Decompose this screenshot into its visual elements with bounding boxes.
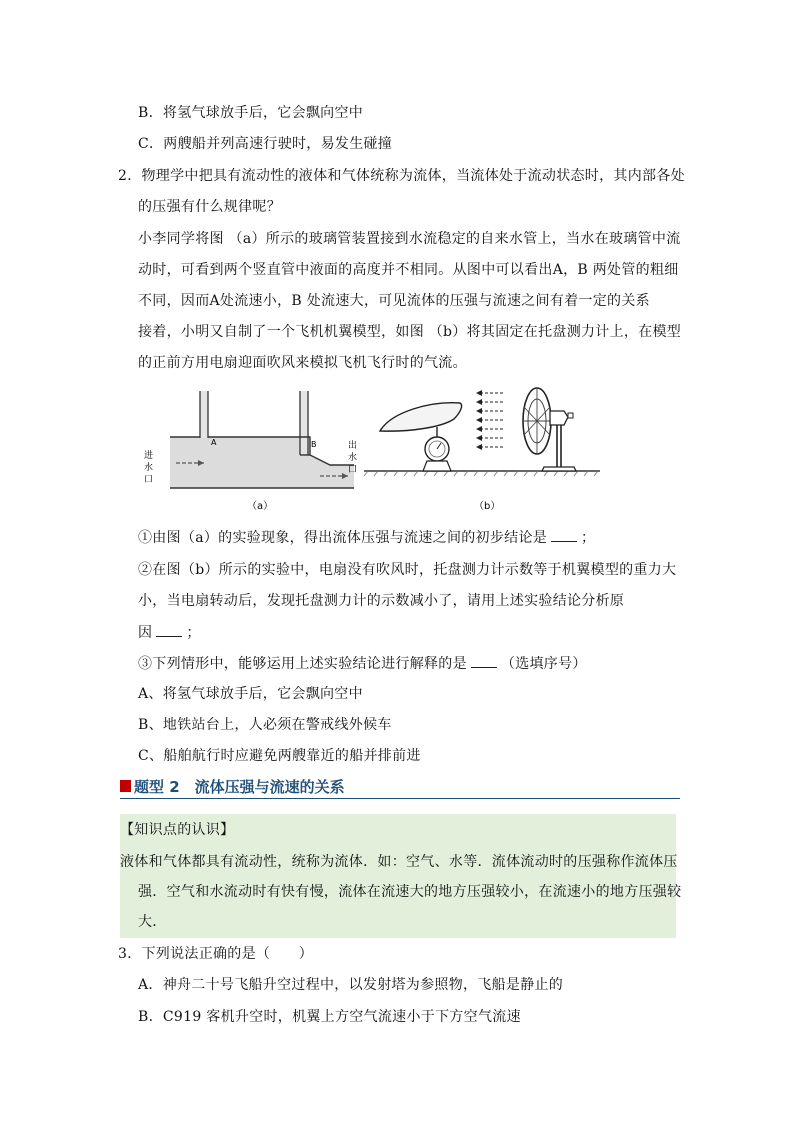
outlet-char-2: 水 — [348, 453, 358, 463]
q2-sub2-line-1: ②在图（b）所示的实验中，电扇没有吹风时，托盘测力计示数等于机翼模型的重力大 — [138, 562, 677, 578]
experiment-figure — [142, 385, 602, 525]
outlet-char-3: 口 — [348, 465, 358, 475]
knowledge-line-1: 液体和气体都具有流动性，统称为流体．如：空气、水等．流体流动时的压强称作流体压 — [120, 854, 678, 870]
q1-option-c: C．两艘船并列高速行驶时，易发生碰撞 — [138, 136, 393, 152]
q2-para-line-1: 小李同学将图 （a）所示的玻璃管装置接到水流稳定的自来水管上，当水在玻璃管中流 — [138, 231, 681, 247]
q2-sub2-end: ； — [186, 625, 201, 641]
outlet-char-1: 出 — [348, 441, 358, 451]
q2-para-line-3: 不同，因而A处流速小，B 处流速大，可见流体的压强与流速之间有着一定的关系 — [138, 293, 650, 309]
q2-option-b: B、地铁站台上，人必须在警戒线外候车 — [138, 717, 392, 733]
q2-sub3-text: ③下列情形中，能够运用上述实验结论进行解释的是 — [138, 656, 467, 672]
q2-sub1-blank[interactable] — [551, 527, 577, 542]
inlet-char-2: 水 — [144, 463, 154, 473]
q2-sub1-text: ①由图（a）的实验现象，得出流体压强与流速之间的初步结论是 — [138, 530, 548, 546]
section-title: 题型 2 流体压强与流速的关系 — [134, 778, 345, 796]
inlet-char-1: 进 — [144, 451, 154, 461]
q2-option-a: A、将氢气球放手后，它会飘向空中 — [138, 686, 363, 702]
q2-sub3-end: （选填序号） — [500, 656, 587, 672]
figure-b-wing-experiment — [364, 388, 600, 512]
knowledge-box — [120, 814, 682, 938]
section-underline — [120, 798, 680, 799]
q2-sub1 — [138, 527, 595, 548]
label-point-a: A — [211, 438, 217, 447]
knowledge-line-3: 大． — [138, 914, 167, 930]
q2-stem-line-2: 的压强有什么规律呢？ — [138, 199, 281, 215]
q2-para-line-4: 接着，小明又自制了一个飞机机翼模型，如图 （b）将其固定在托盘测力计上，在模型 — [138, 324, 682, 340]
knowledge-line-2: 强．空气和水流动时有快有慢，流体在流速大的地方压强较小，在流速小的地方压强较 — [138, 884, 682, 900]
q3-stem: 3．下列说法正确的是（ ） — [118, 946, 314, 962]
inlet-char-3: 口 — [144, 475, 154, 485]
figure-a-caption: （a） — [247, 501, 274, 512]
q2-para-line-2: 动时，可看到两个竖直管中液面的高度并不相同。从图中可以看出A，B 两处管的粗细 — [138, 262, 679, 278]
q2-sub3 — [138, 653, 587, 674]
q3-option-a: A．神舟二十号飞船升空过程中，以发射塔为参照物，飞船是静止的 — [138, 977, 564, 993]
q1-option-b: B．将氢气球放手后，它会飘向空中 — [138, 105, 364, 121]
q2-sub2-line-3 — [138, 622, 201, 643]
figure-a-tube-apparatus — [144, 391, 357, 512]
q2-option-c: C、船舶航行时应避免两艘靠近的船并排前进 — [138, 748, 421, 764]
section-marker-icon — [120, 780, 131, 792]
q2-sub1-end: ； — [581, 530, 596, 546]
q2-stem-line-1: 2．物理学中把具有流动性的液体和气体统称为流体，当流体处于流动状态时，其内部各处 — [118, 168, 685, 184]
q3-option-b: B．C919 客机升空时，机翼上方空气流速小于下方空气流速 — [138, 1009, 521, 1025]
q2-para-line-5: 的正前方用电扇迎面吹风来模拟飞机飞行时的气流。 — [138, 355, 467, 371]
figure-b-caption: （b） — [474, 501, 501, 512]
q2-sub2-blank[interactable] — [156, 622, 182, 637]
knowledge-heading: 【知识点的认识】 — [120, 822, 235, 838]
label-point-b: B — [311, 440, 317, 449]
q2-sub3-blank[interactable] — [471, 653, 497, 668]
q2-sub2-text: 因 — [138, 625, 153, 641]
q2-sub2-line-2: 小，当电扇转动后，发现托盘测力计的示数减小了，请用上述实验结论分析原 — [138, 593, 625, 609]
